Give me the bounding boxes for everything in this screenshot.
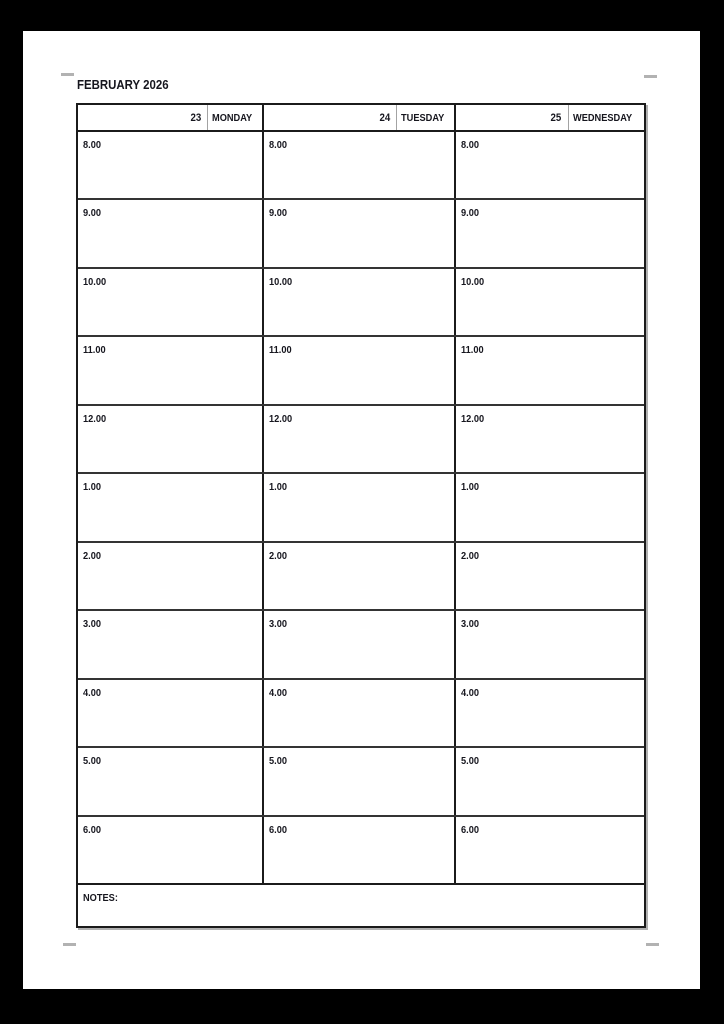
time-label: 11.00 [461,344,484,357]
time-label: 3.00 [83,618,101,631]
time-cell [262,132,454,198]
time-label: 12.00 [461,412,485,425]
time-label: 1.00 [461,481,479,494]
time-cell [262,269,454,335]
time-cell [454,474,644,540]
time-label: 4.00 [269,686,287,699]
time-label: 5.00 [461,755,479,768]
day-number: 25 [550,111,562,124]
crop-mark-top-left [61,73,74,76]
time-cell [262,474,454,540]
time-cell [262,406,454,472]
time-cell [454,611,644,677]
time-label: 10.00 [269,275,293,288]
time-label: 8.00 [269,139,287,151]
time-label: 12.00 [269,412,293,425]
time-label: 6.00 [461,823,479,836]
time-label: 6.00 [269,823,287,836]
time-label: 9.00 [83,207,101,220]
time-cell [262,337,454,403]
time-row [78,472,644,540]
time-row [78,198,644,266]
time-label: 2.00 [461,549,479,562]
time-label: 4.00 [461,686,479,699]
time-cell [262,200,454,266]
time-label: 10.00 [461,275,485,288]
time-label: 9.00 [269,207,287,220]
time-label: 3.00 [461,618,479,631]
time-cell [78,817,262,883]
time-row [78,335,644,403]
time-row [78,267,644,335]
time-label: 5.00 [83,755,101,768]
time-cell [262,611,454,677]
time-label: 11.00 [83,344,106,357]
time-row [78,609,644,677]
crop-mark-bottom-right [646,943,659,946]
time-label: 9.00 [461,207,479,220]
time-cell [454,132,644,198]
time-label: 3.00 [269,618,287,631]
time-cell [78,269,262,335]
time-cell [262,748,454,814]
time-cell [454,200,644,266]
day-number: 24 [379,111,390,124]
time-label: 2.00 [83,549,101,562]
day-name: MONDAY [207,105,262,130]
time-cell [454,337,644,403]
time-cell [262,543,454,609]
day-number: 23 [190,111,202,124]
time-label: 1.00 [269,481,287,494]
time-cell [78,406,262,472]
time-label: 8.00 [461,139,479,151]
day-header-row [78,105,644,132]
notes-row [78,883,644,926]
time-row [78,404,644,472]
day-header [454,105,644,130]
time-cell [262,680,454,746]
day-header [78,105,262,130]
time-cell [454,748,644,814]
time-cell [78,748,262,814]
page-title-text: FEBRUARY 2026 [77,77,169,92]
time-cell [78,474,262,540]
document-page [23,31,700,989]
time-cell [454,543,644,609]
time-cell [78,543,262,609]
time-cell [78,680,262,746]
time-cell [78,337,262,403]
time-label: 8.00 [83,139,101,151]
time-label: 2.00 [269,549,287,562]
time-row [78,541,644,609]
time-cell [454,817,644,883]
time-cell [454,269,644,335]
time-label: 5.00 [269,755,287,768]
time-label: 11.00 [269,344,292,357]
time-row [78,746,644,814]
day-name: TUESDAY [396,105,454,130]
time-label: 10.00 [83,275,107,288]
time-row [78,815,644,883]
day-header [262,105,454,130]
time-label: 12.00 [83,412,107,425]
time-label: 4.00 [83,686,101,699]
time-cell [78,200,262,266]
time-cell [78,611,262,677]
time-cell [454,680,644,746]
time-row [78,678,644,746]
time-label: 1.00 [83,481,101,494]
weekly-planner-table [76,103,646,928]
time-cell [454,406,644,472]
notes-label: NOTES: [83,892,118,904]
time-row [78,132,644,198]
time-grid [78,132,644,883]
page-title [77,77,181,92]
time-cell [262,817,454,883]
crop-mark-bottom-left [63,943,76,946]
crop-mark-top-right [644,75,657,78]
day-name: WEDNESDAY [568,105,644,130]
time-cell [78,132,262,198]
time-label: 6.00 [83,823,101,836]
